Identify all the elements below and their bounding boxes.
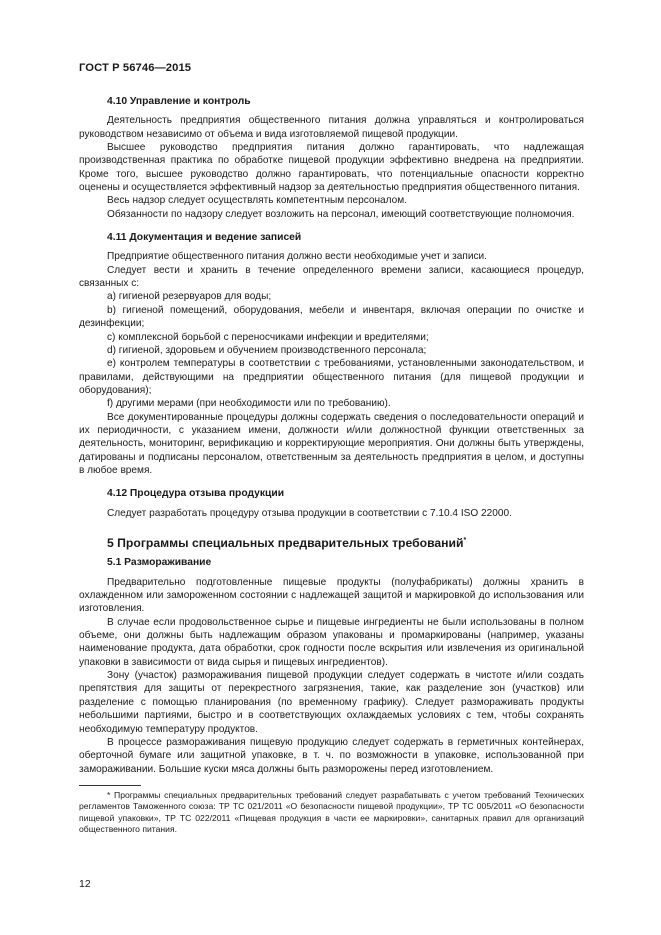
paragraph: Следует вести и хранить в течение определенного времени записи, касающиеся процедур, связанных с: — [79, 264, 584, 290]
paragraph: В случае если продовольственное сырье и пищевые ингредиенты не были использованы в полном объеме, они должны быть надлежащим образом упакованы и промаркированы (например, указаны наименование продукта, дата обработки, срок годности после вскрытия или извлечения из оригинальной упаковки в зависимости от вида сырья и пищевых ингредиентов). — [79, 616, 584, 668]
paragraph: Высшее руководство предприятия питания должно гарантировать, что надлежащая производственная практика по обработке пищевой продукции эффективно внедрена на предприятии. Кроме того, высшее руководство должно гарантировать, что потенциальные опасности корректно оценены и осуществляется эффективный надзор за деятельностью предприятия общественного питания. — [79, 142, 584, 194]
page-content — [79, 95, 584, 836]
footnote-text: * Программы специальных предварительных требований следует разрабатывать с учетом требований Технических регламентов Таможенного союза: ТР ТС 021/2011 «О безопасности пищевой продукции», ТР ТС 005/2011 «О безопасности пищевой упаковки», ТР ТС 022/2011 «Пищевая продукция в части ее маркировки», санитарных правил для организаций общественного питания. — [79, 789, 584, 835]
list-item: a) гигиеной резервуаров для воды; — [107, 291, 272, 303]
standard-header: ГОСТ Р 56746—2015 — [79, 62, 192, 74]
page-number: 12 — [79, 878, 91, 890]
section-4-10-title: 4.10 Управление и контроль — [107, 96, 251, 107]
section-5-title — [79, 534, 584, 550]
paragraph: Предварительно подготовленные пищевые продукты (полуфабрикаты) должны хранить в охлажденном или замороженном состоянии с надлежащей защитой и маркировкой до использования или изготовления. — [79, 576, 584, 615]
list-item: d) гигиеной, здоровьем и обучением производственного персонала; — [107, 344, 427, 356]
paragraph: Весь надзор следует осуществлять компетентным персоналом. — [107, 195, 408, 207]
footnote — [79, 790, 584, 836]
footnote-divider — [79, 785, 141, 786]
list-item: e) контролем температуры в соответствии с требованиями, установленными законодательством, и правилами, действующими на предприятии общественного питания (для пищевой продукции и оборудования); — [79, 358, 584, 396]
paragraph: Следует разработать процедуру отзыва продукции в соответствии с 7.10.4 ISO 22000. — [107, 507, 512, 519]
list-item: c) комплексной борьбой с переносчиками инфекции и вредителями; — [107, 331, 429, 343]
paragraph: Все документированные процедуры должны содержать сведения о последовательности операций и их периодичности, с указанием имени, должности и/или должностной функции ответственных за деятельность, мониторинг, верификацию и корректирующие мероприятия. Они должны быть утверждены, датированы и подписаны персоналом, ответственным за деятельность предприятия в целом, и доступны в любое время. — [79, 411, 584, 476]
list-item: f) другими мерами (при необходимости или по требованию). — [107, 398, 391, 410]
footnote-mark: * — [463, 536, 467, 544]
paragraph: Предприятие общественного питания должно вести необходимые учет и записи. — [107, 251, 487, 263]
section-4-12-title: 4.12 Процедура отзыва продукции — [107, 488, 285, 500]
paragraph: Деятельность предприятия общественного питания должна управляться и контролироваться руководством независимо от объема и вида изготовляемой пищевой продукции. — [79, 115, 584, 140]
paragraph: В процессе размораживания пищевую продукцию следует содержать в герметичных контейнерах, оберточной бумаге или защитной упаковке, в т. ч. по возможности в упаковке, использованной при замораживании. Большие куски мяса должны быть разморожены перед изготовлением. — [79, 736, 584, 775]
section-5-1-title: 5.1 Размораживание — [107, 557, 212, 569]
paragraph: Зону (участок) размораживания пищевой продукции следует содержать в чистоте и/или создать препятствия для защиты от перекрестного загрязнения, такие, как разделение зон (участков) или разделение с помощью планирования (по временному графику). Следует размораживать продукты небольшими партиями, быстро и в соответствующих охлаждаемых условиях с тем, чтобы сохранять необходимую температуру продуктов. — [79, 670, 584, 735]
list-item: b) гигиеной помещений, оборудования, мебели и инвентаря, включая операции по очистке и дезинфекции; — [79, 304, 584, 330]
section-4-11-title: 4.11 Документация и ведение записей — [107, 232, 302, 244]
section-5-title-text: 5 Программы специальных предварительных требований — [107, 536, 464, 551]
paragraph: Обязанности по надзору следует возложить на персонал, имеющий соответствующие полномочия. — [107, 208, 575, 220]
